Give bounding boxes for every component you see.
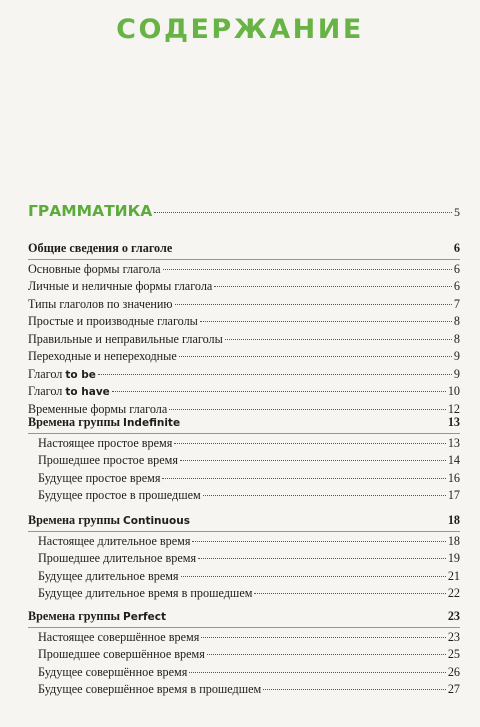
toc-entry-page: 19 <box>447 551 460 565</box>
toc-entry <box>28 533 460 551</box>
toc-entry <box>28 296 460 314</box>
leader-dots <box>200 320 452 322</box>
leader-dots <box>225 338 452 340</box>
toc-group-heading <box>28 414 460 432</box>
toc-entry-text: Глагол <box>28 366 63 381</box>
toc-entry-page: 22 <box>447 586 460 600</box>
leader-dots <box>163 268 452 270</box>
toc-group-heading <box>28 512 460 530</box>
toc-heading-page: 6 <box>453 241 460 255</box>
toc-entry-label: Будущее длительное время в прошедшем <box>38 586 253 600</box>
toc-entry-page: 16 <box>447 470 460 485</box>
toc-entry <box>28 366 460 384</box>
toc-entry-page: 12 <box>447 401 460 416</box>
toc-entry-label: Будущее совершённое время <box>38 664 188 679</box>
toc-heading-label <box>28 608 166 627</box>
toc-heading-term: Continuous <box>123 515 190 527</box>
toc-entry <box>28 452 460 470</box>
toc-entry <box>28 646 460 664</box>
toc-entry-page: 21 <box>447 568 460 583</box>
leader-dots <box>175 303 452 305</box>
leader-dots <box>189 671 445 673</box>
toc-group-perfect <box>28 608 460 699</box>
toc-entry-text: Глагол <box>28 384 63 398</box>
toc-entry-page: 7 <box>453 296 460 311</box>
toc-heading-label <box>28 414 180 433</box>
leader-dots <box>179 355 452 357</box>
heading-rule <box>28 433 460 434</box>
toc-entry <box>28 487 460 505</box>
toc-entry-label: Прошедшее совершённое время <box>38 647 205 661</box>
toc-entry-page: 17 <box>447 488 460 502</box>
toc-entry-page: 13 <box>447 435 460 450</box>
leader-dots <box>181 575 446 577</box>
leader-dots <box>169 408 446 410</box>
toc-entry-term: to have <box>65 386 110 398</box>
heading-rule <box>28 531 460 532</box>
leader-dots <box>162 477 445 479</box>
toc-entry-label: Личные и неличные формы глагола <box>28 279 213 293</box>
leader-dots <box>174 442 445 444</box>
toc-entry <box>28 664 460 682</box>
leader-dots <box>214 285 452 287</box>
toc-entry-label: Будущее простое время <box>38 470 161 485</box>
toc-heading-text: Времена группы <box>28 513 120 527</box>
toc-heading-page: 18 <box>447 513 460 527</box>
toc-entry-label: Настоящее длительное время <box>38 533 191 548</box>
toc-entry-page: 25 <box>447 647 460 661</box>
toc-group-heading <box>28 240 460 258</box>
toc-entry <box>28 435 460 453</box>
toc-entry <box>28 470 460 488</box>
leader-dots <box>201 636 446 638</box>
toc-entry-label: Будущее простое в прошедшем <box>38 488 201 502</box>
toc-entry-page: 23 <box>447 629 460 644</box>
toc-entry-page: 14 <box>447 453 460 467</box>
toc-entry-label <box>28 366 96 385</box>
toc-heading-label: Общие сведения о глаголе <box>28 241 173 255</box>
toc-entry-label: Будущее совершённое время в прошедшем <box>38 682 262 696</box>
leader-dots <box>168 616 446 617</box>
toc-entry-page: 18 <box>447 533 460 548</box>
leader-dots <box>98 373 452 375</box>
leader-dots <box>207 653 446 655</box>
leader-dots <box>263 688 446 690</box>
leader-dots <box>192 520 446 521</box>
toc-entry-label: Временные формы глагола <box>28 401 168 416</box>
toc-entry <box>28 261 460 279</box>
toc-entry-page: 6 <box>453 279 460 293</box>
toc-entry-label: Прошедшее длительное время <box>38 551 197 565</box>
toc-entry-page: 26 <box>447 664 460 679</box>
toc-entry <box>28 568 460 586</box>
toc-entry-label: Настоящее простое время <box>38 435 173 450</box>
leader-dots <box>192 540 445 542</box>
toc-heading-term: Perfect <box>123 611 166 623</box>
section-heading-label: ГРАММАТИКА <box>28 202 153 220</box>
toc-entry-label: Правильные и неправильные глаголы <box>28 331 223 346</box>
toc-entry <box>28 629 460 647</box>
toc-entry <box>28 348 460 366</box>
toc-entry-label: Будущее длительное время <box>38 568 179 583</box>
toc-entry-label: Типы глаголов по значению <box>28 296 173 311</box>
leader-dots <box>182 422 446 423</box>
toc-heading-text: Времена группы <box>28 415 120 429</box>
toc-entry <box>28 313 460 331</box>
toc-entry-label: Настоящее совершённое время <box>38 629 200 644</box>
leader-dots <box>174 248 452 249</box>
toc-group-continuous <box>28 512 460 603</box>
toc-entry <box>28 383 460 401</box>
toc-entry <box>28 278 460 296</box>
toc-entry <box>28 585 460 603</box>
toc-entry-term: to be <box>65 368 96 381</box>
page-title: СОДЕРЖАНИЕ <box>116 14 364 45</box>
leader-dots <box>180 459 446 461</box>
toc-entry-label: Переходные и непереходные <box>28 349 177 363</box>
section-heading-grammar <box>28 202 460 220</box>
heading-rule <box>28 259 460 260</box>
toc-group-indefinite <box>28 414 460 505</box>
toc-entry-page: 9 <box>453 349 460 363</box>
leader-dots <box>254 592 445 594</box>
toc-entry-page: 9 <box>453 366 460 381</box>
toc-entry <box>28 681 460 699</box>
toc-entry-page: 10 <box>447 384 460 398</box>
toc-entry-label: Прошедшее простое время <box>38 453 178 467</box>
toc-entry-page: 27 <box>447 682 460 696</box>
toc-entry-page: 6 <box>453 261 460 276</box>
toc-entry-label: Основные формы глагола <box>28 261 161 276</box>
section-heading-page: 5 <box>454 205 460 219</box>
leader-dots <box>203 494 446 496</box>
toc-heading-term: Indefinite <box>123 417 181 429</box>
heading-rule <box>28 627 460 628</box>
toc-entry-page: 8 <box>453 314 460 328</box>
toc-heading-page: 13 <box>447 415 460 429</box>
toc-group-heading <box>28 608 460 626</box>
leader-dots <box>198 557 446 559</box>
toc-group-verb-basics <box>28 240 460 418</box>
toc-heading-text: Времена группы <box>28 609 120 623</box>
toc-entry-label: Простые и производные глаголы <box>28 314 198 328</box>
toc-heading-page: 23 <box>447 609 460 623</box>
toc-entry <box>28 331 460 349</box>
toc-entry-page: 8 <box>453 331 460 346</box>
leader-dots <box>112 390 446 392</box>
toc-entry-label <box>28 383 110 402</box>
leader-dots <box>154 211 452 213</box>
toc-heading-label <box>28 512 190 531</box>
toc-entry <box>28 550 460 568</box>
